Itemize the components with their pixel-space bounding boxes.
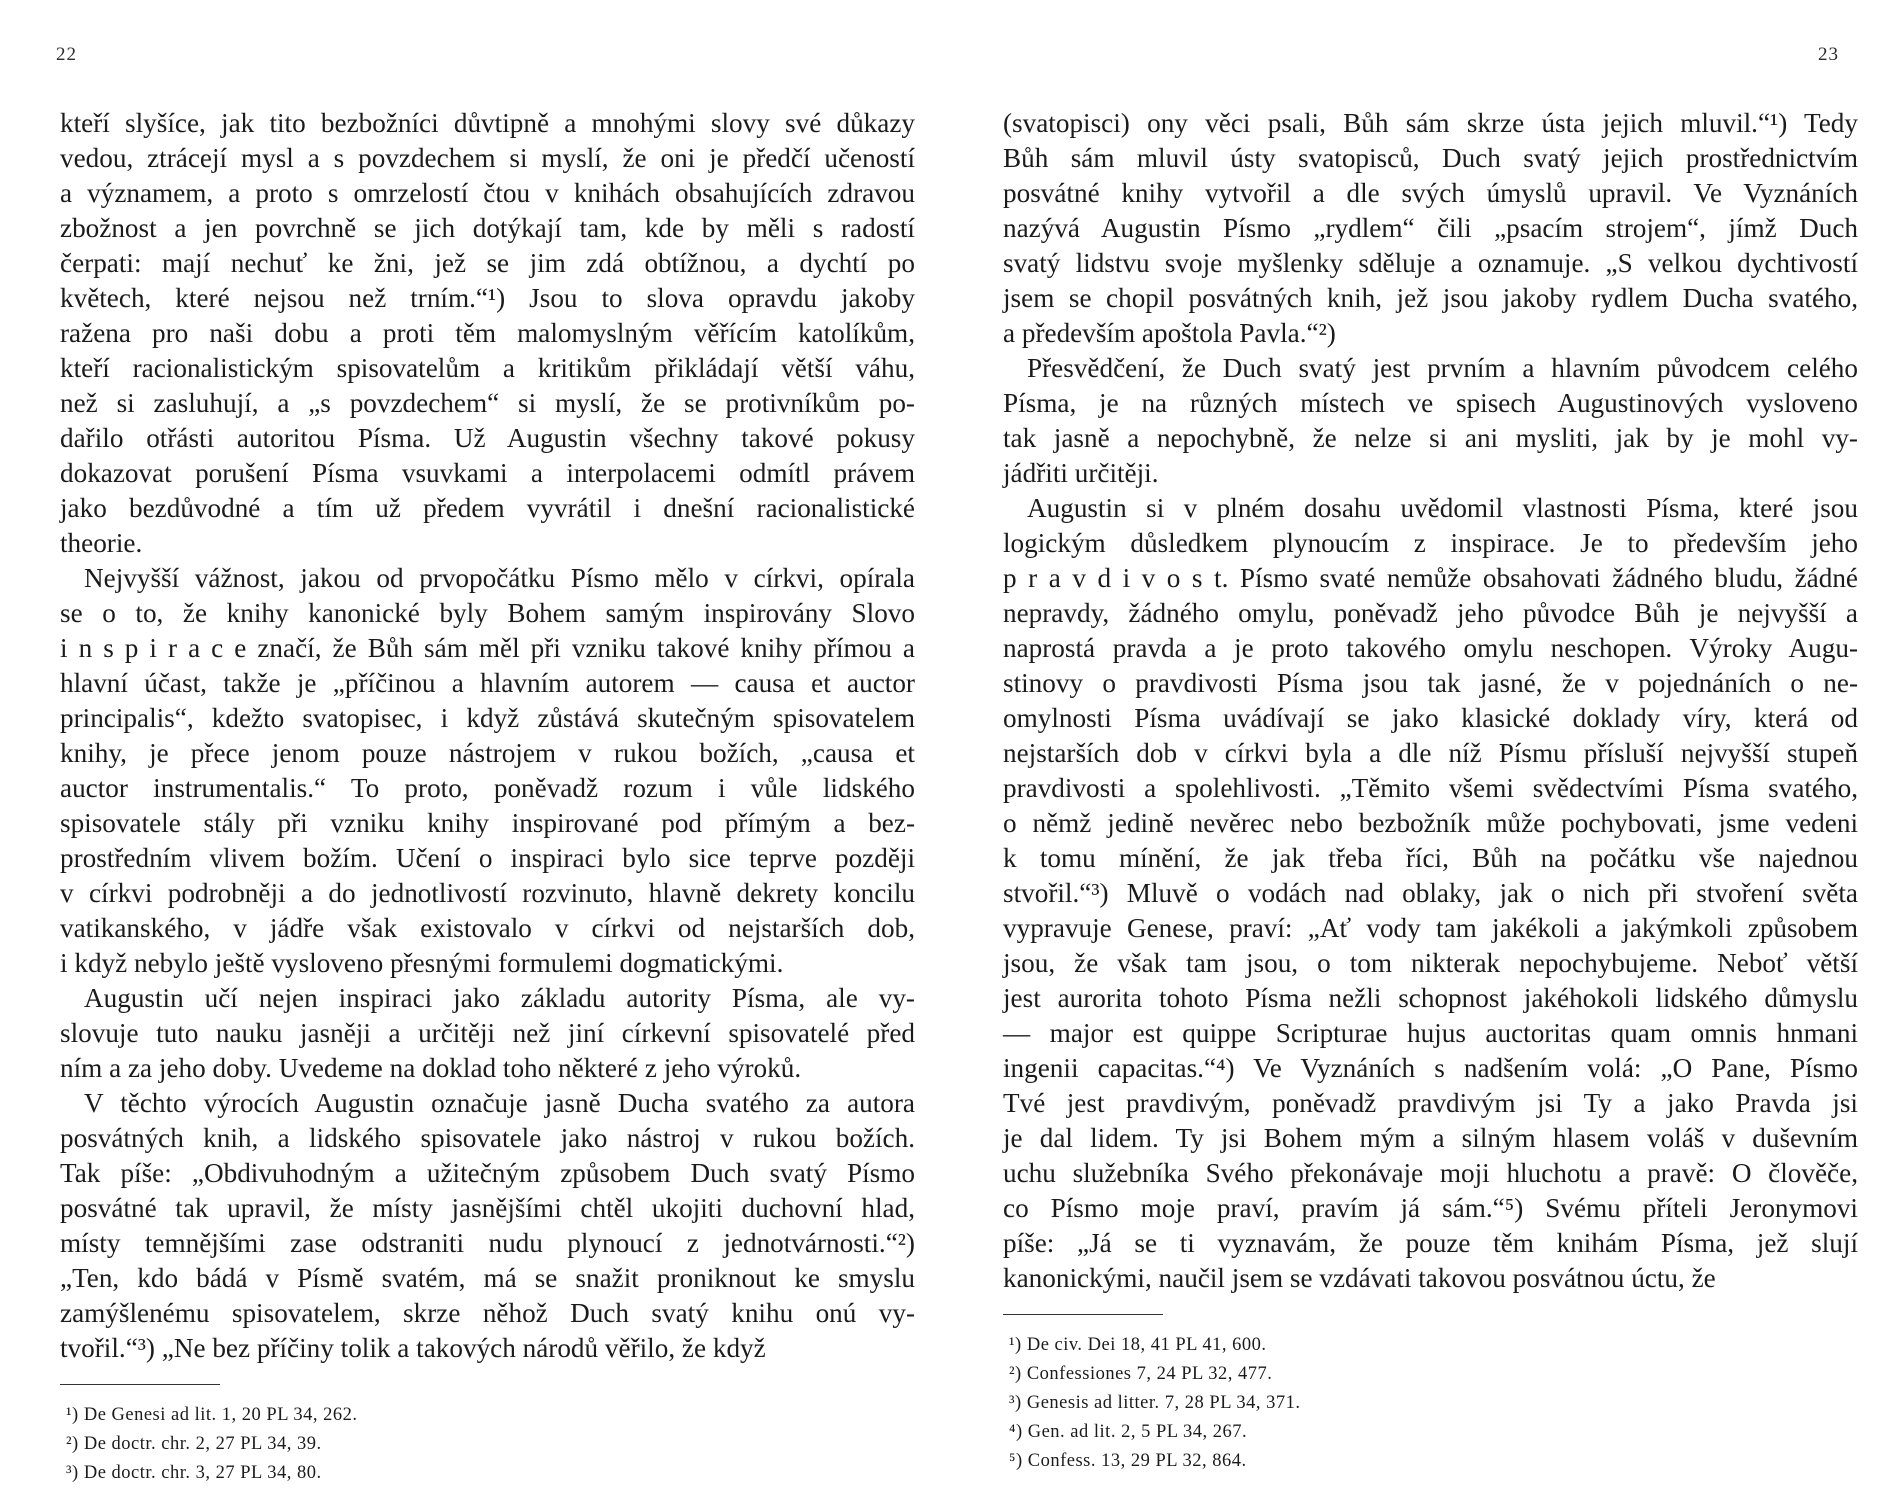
text-line: jsou, že však tam jsou, o tom nikterak nepochybujeme. Neboť větší	[1003, 948, 1858, 978]
text-line: dařilo otřásti autoritou Písma. Už Augustin všechny takové pokusy	[60, 423, 915, 453]
text-line: tak jasně a nepochybně, že nelze si ani mysliti, jak by je mohl vy-	[1003, 423, 1858, 453]
footnote: ¹) De civ. Dei 18, 41 PL 41, 600.	[1009, 1335, 1267, 1355]
text-line: posvátné knihy vytvořil a dle svých úmyslů upravil. Ve Vyznáních	[1003, 178, 1858, 208]
text-line: stinovy o pravdivosti Písma jsou tak jasné, že v pojednáních o ne-	[1003, 668, 1858, 698]
text-line: vypravuje Genese, praví: „Ať vody tam jakékoli a jakýmkoli způsobem	[1003, 913, 1858, 943]
text-line: jsem se chopil posvátných knih, jež jsou jakoby rydlem Ducha svatého,	[1003, 283, 1858, 313]
text-line: — major est quippe Scripturae hujus auctoritas quam omnis hnmani	[1003, 1018, 1858, 1048]
footnotes	[1003, 1331, 1858, 1476]
footnote: ³) De doctr. chr. 3, 27 PL 34, 80.	[66, 1463, 322, 1483]
text-line: uchu služebníka Svého překonávaje moji hluchotu a pravě: O člověče,	[1003, 1158, 1858, 1188]
text-line: svatý lidstvu svoje myšlenky sděluje a oznamuje. „S velkou dychtivostí	[1003, 248, 1858, 278]
footnote: ³) Genesis ad litter. 7, 28 PL 34, 371.	[1009, 1393, 1301, 1413]
text-line: Augustin učí nejen inspiraci jako základu autority Písma, ale vy-	[84, 983, 915, 1013]
text-line: posvátné tak upravil, že místy jasnějšími chtěl ukojiti duchovní hlad,	[60, 1193, 915, 1223]
page-number: 23	[1818, 44, 1839, 65]
text-line: o němž jedině nevěrec nebo bezbožník může pochybovati, jsme vedeni	[1003, 808, 1858, 838]
text-line: píše: „Já se ti vyznavám, že pouze těm knihám Písma, jež slují	[1003, 1228, 1858, 1258]
text-line: v církvi podrobněji a do jednotlivostí rozvinuto, hlavně dekrety koncilu	[60, 878, 915, 908]
text-line: Nejvyšší vážnost, jakou od prvopočátku Písmo mělo v církvi, opírala	[84, 563, 915, 593]
text-line: ním a za jeho doby. Uvedeme na doklad toho některé z jeho výroků.	[60, 1053, 802, 1083]
text-line: Tvé jest pravdivým, poněvadž pravdivým jsi Ty a jako Pravda jsi	[1003, 1088, 1858, 1118]
text-line: kteří racionalistickým spisovatelům a kritikům přikládají větší váhu,	[60, 353, 915, 383]
text-line: Přesvědčení, že Duch svatý jest prvním a hlavním původcem celého	[1027, 353, 1858, 383]
text-line: knihy, je přece jenom pouze nástrojem v rukou božích, „causa et	[60, 738, 915, 768]
text-line: slovuje tuto nauku jasněji a určitěji než jiní církevní spisovatelé před	[60, 1018, 915, 1048]
footnote-rule	[1003, 1314, 1163, 1315]
text-line: theorie.	[60, 528, 143, 558]
text-line: jako bezdůvodné a tím už předem vyvrátil i dnešní racionalistické	[60, 493, 915, 523]
text-line: zamýšlenému spisovatelem, skrze něhož Duch svatý knihu onú vy-	[60, 1298, 915, 1328]
text-line: i n s p i r a c e značí, že Bůh sám měl při vzniku takové knihy přímou a	[60, 633, 915, 663]
text-line: dokazovat porušení Písma vsuvkami a interpolacemi odmítl právem	[60, 458, 915, 488]
text-line: prostředním vlivem božím. Učení o inspiraci bylo sice teprve později	[60, 843, 915, 873]
text-line: naprostá pravda a je proto takového omylu neschopen. Výroky Augu-	[1003, 633, 1858, 663]
text-line: „Ten, kdo bádá v Písmě svatém, má se snažit proniknout ke smyslu	[60, 1263, 915, 1293]
text-line: ražena pro naši dobu a proti těm malomyslným věřícím katolíkům,	[60, 318, 915, 348]
text-line: zbožnost a jen povrchně se jich dotýkají tam, kde by měli s radostí	[60, 213, 915, 243]
text-line: vedou, ztrácejí mysl a s povzdechem si myslí, že oni je předčí učeností	[60, 143, 915, 173]
text-line: vatikanského, v jádře však existovalo v církvi od nejstarších dob,	[60, 913, 915, 943]
text-line: i když nebylo ještě vysloveno přesnými formulemi dogmatickými.	[60, 948, 784, 978]
text-line: nazývá Augustin Písmo „rydlem“ čili „psacím strojem“, jímž Duch	[1003, 213, 1858, 243]
text-line: spisovatele stály při vzniku knihy inspirované pod přímým a bez-	[60, 808, 915, 838]
footnote: ⁴) Gen. ad lit. 2, 5 PL 34, 267.	[1009, 1422, 1248, 1442]
text-line: je dal lidem. Ty jsi Bohem mým a silným hlasem voláš v duševním	[1003, 1123, 1858, 1153]
text-line: Augustin si v plném dosahu uvědomil vlastnosti Písma, které jsou	[1027, 493, 1858, 523]
body-text	[60, 106, 915, 1366]
text-line: kanonickými, naučil jsem se vzdávati takovou posvátnou úctu, že	[1003, 1263, 1716, 1293]
text-line: logickým důsledkem plynoucím z inspirace. Je to především jeho	[1003, 528, 1858, 558]
text-line: se o to, že knihy kanonické byly Bohem samým inspirovány Slovo	[60, 598, 915, 628]
text-line: co Písmo moje praví, pravím já sám.“⁵) Svému příteli Jeronymovi	[1003, 1193, 1858, 1223]
text-line: čerpati: mají nechuť ke žni, jež se jim zdá obtížnou, a dychtí po	[60, 248, 915, 278]
footnote: ¹) De Genesi ad lit. 1, 20 PL 34, 262.	[66, 1405, 358, 1425]
text-line: stvořil.“³) Mluvě o vodách nad oblaky, jak o nich při stvoření světa	[1003, 878, 1858, 908]
text-line: jest aurorita tohoto Písma nežli schopnost jakéhokoli lidského důmyslu	[1003, 983, 1858, 1013]
text-line: tvořil.“³) „Ne bez příčiny tolik a takových národů věřilo, že když	[60, 1333, 766, 1363]
text-line: a především apoštola Pavla.“²)	[1003, 318, 1336, 348]
text-line: květech, které nejsou než trním.“¹) Jsou to slova opravdu jakoby	[60, 283, 915, 313]
text-line: auctor instrumentalis.“ To proto, poněvadž rozum i vůle lidského	[60, 773, 915, 803]
text-line: kteří slyšíce, jak tito bezbožníci důvtipně a mnohými slovy své důkazy	[60, 108, 915, 138]
footnote: ²) De doctr. chr. 2, 27 PL 34, 39.	[66, 1434, 322, 1454]
text-line: V těchto výrocích Augustin označuje jasně Ducha svatého za autora	[84, 1088, 915, 1118]
footnote-rule	[60, 1384, 220, 1385]
text-line: ingenii capacitas.“⁴) Ve Vyznáních s nadšením volá: „O Pane, Písmo	[1003, 1053, 1858, 1083]
footnotes	[60, 1401, 915, 1488]
text-line: omylnosti Písma uvádívají se jako klasické doklady víry, která od	[1003, 703, 1858, 733]
text-line: principalis“, kdežto svatopisec, i když zůstává skutečným spisovatelem	[60, 703, 915, 733]
left-page	[60, 106, 915, 1488]
body-text	[1003, 106, 1858, 1296]
text-line: Tak píše: „Obdivuhodným a užitečným způsobem Duch svatý Písmo	[60, 1158, 915, 1188]
text-line: nejstarších dob v církvi byla a dle níž Písmu přísluší nejvyšší stupeň	[1003, 738, 1858, 768]
text-line: místy temnějšími zase odstraniti nudu plynoucí z jednotvárnosti.“²)	[60, 1228, 915, 1258]
text-line: Písma, je na různých místech ve spisech Augustinových vysloveno	[1003, 388, 1858, 418]
text-line: Bůh sám mluvil ústy svatopisců, Duch svatý jejich prostřednictvím	[1003, 143, 1858, 173]
text-line: k tomu mínění, že jak třeba říci, Bůh na počátku vše najednou	[1003, 843, 1858, 873]
text-line: jádřiti určitěji.	[1003, 458, 1159, 488]
text-line: p r a v d i v o s t. Písmo svaté nemůže obsahovati žádného bludu, žádné	[1003, 563, 1858, 593]
text-line: než si zasluhují, a „s povzdechem“ si myslí, že se protivníkům po-	[60, 388, 915, 418]
text-line: a významem, a proto s omrzelostí čtou v knihách obsahujících zdravou	[60, 178, 915, 208]
text-line: (svatopisci) ony věci psali, Bůh sám skrze ústa jejich mluvil.“¹) Tedy	[1003, 108, 1858, 138]
text-line: pravdivosti a spolehlivosti. „Těmito všemi svědectvími Písma svatého,	[1003, 773, 1858, 803]
page-number: 22	[56, 44, 77, 65]
right-page	[1003, 106, 1858, 1476]
text-line: posvátných knih, a lidského spisovatele jako nástroj v rukou božích.	[60, 1123, 915, 1153]
text-line: hlavní účast, takže je „příčinou a hlavním autorem — causa et auctor	[60, 668, 915, 698]
footnote: ²) Confessiones 7, 24 PL 32, 477.	[1009, 1364, 1273, 1384]
footnote: ⁵) Confess. 13, 29 PL 32, 864.	[1009, 1451, 1247, 1471]
text-line: nepravdy, žádného omylu, poněvadž jeho původce Bůh je nejvyšší a	[1003, 598, 1858, 628]
